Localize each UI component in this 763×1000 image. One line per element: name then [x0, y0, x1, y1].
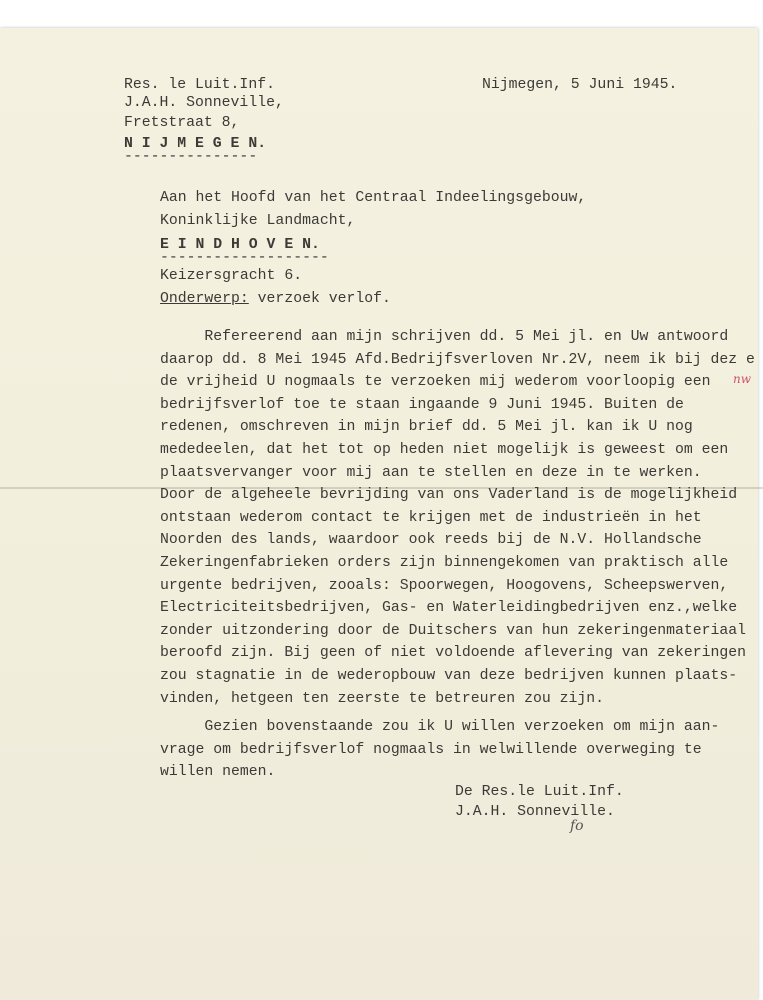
body-line: Zekeringenfabrieken orders zijn binnengekomen van praktisch alle: [160, 555, 729, 571]
body-line: zonder uitzondering door de Duitschers van hun zekeringenmateriaal: [160, 622, 747, 639]
body-line: Refereerend aan mijn schrijven dd. 5 Mei jl. en Uw antwoord: [160, 329, 729, 345]
sender-rank: Res. le Luit.Inf.: [124, 77, 275, 93]
body-line: Door de algeheele bevrijding van ons Vaderland is de mogelijkheid: [160, 487, 738, 504]
sender-city: N I J M E G E N.: [124, 136, 267, 152]
subject-line: [160, 292, 391, 307]
sender-city-rule: ---------------: [124, 149, 258, 165]
body-line: plaatsvervanger voor mij aan te stellen en deze in te werken.: [160, 464, 702, 481]
body-line: vrage om bedrijfsverlof nogmaals in welwillende overweging te: [160, 741, 702, 758]
sender-street: Fretstraat 8,: [124, 115, 240, 131]
body-line: daarop dd. 8 Mei 1945 Afd.Bedrijfsverloven Nr.2V, neem ik bij dez e: [160, 351, 755, 368]
body-line: bedrijfsverlof toe te staan ingaande 9 Juni 1945. Buiten de: [160, 396, 684, 413]
closing-rank: De Res.le Luit.Inf.: [455, 784, 624, 800]
body-line: redenen, omschreven in mijn brief dd. 5 Mei jl. kan ik U nog: [160, 419, 693, 436]
body-line: de vrijheid U nogmaals te verzoeken mij wederom voorloopig een: [160, 374, 711, 391]
handwritten-insert: nw: [733, 372, 751, 386]
body-line: urgente bedrijven, zooals: Spoorwegen, Hoogovens, Scheepswerven,: [160, 577, 729, 594]
sender-name: J.A.H. Sonneville,: [124, 95, 284, 111]
body-line: willen nemen.: [160, 764, 276, 781]
recipient-line2: Koninklijke Landmacht,: [160, 213, 356, 229]
body-line: Noorden des lands, waardoor ook reeds bij de N.V. Hollandsche: [160, 532, 702, 549]
body-line: vinden, hetgeen ten zeerste te betreuren zou zijn.: [160, 690, 604, 707]
body-line: ontstaan wederom contact te krijgen met de industrieën in het: [160, 509, 702, 526]
recipient-line1: Aan het Hoofd van het Centraal Indeelingsgebouw,: [160, 190, 587, 206]
body-line: beroofd zijn. Bij geen of niet voldoende aflevering van zekeringen: [160, 645, 747, 662]
subject-label: Onderwerp:: [160, 291, 249, 307]
body-line: mededeelen, dat het tot op heden niet mogelijk is geweest om een: [160, 442, 729, 458]
recipient-city: E I N D H O V E N.: [160, 237, 320, 253]
body-line: Gezien bovenstaande zou ik U willen verzoeken om mijn aan-: [160, 719, 720, 735]
place-date: Nijmegen, 5 Juni 1945.: [482, 77, 678, 93]
closing-name: J.A.H. Sonneville.: [455, 804, 615, 820]
handwritten-initials: fo: [570, 818, 584, 834]
recipient-address: Keizersgracht 6.: [160, 268, 303, 284]
subject-text: verzoek verlof.: [248, 291, 391, 307]
recipient-city-rule: -------------------: [160, 250, 329, 266]
body-line: Electriciteitsbedrijven, Gas- en Waterleidingbedrijven enz.,welke: [160, 600, 738, 617]
body-line: zou stagnatie in de wederopbouw van deze bedrijven kunnen plaats-: [160, 668, 738, 684]
